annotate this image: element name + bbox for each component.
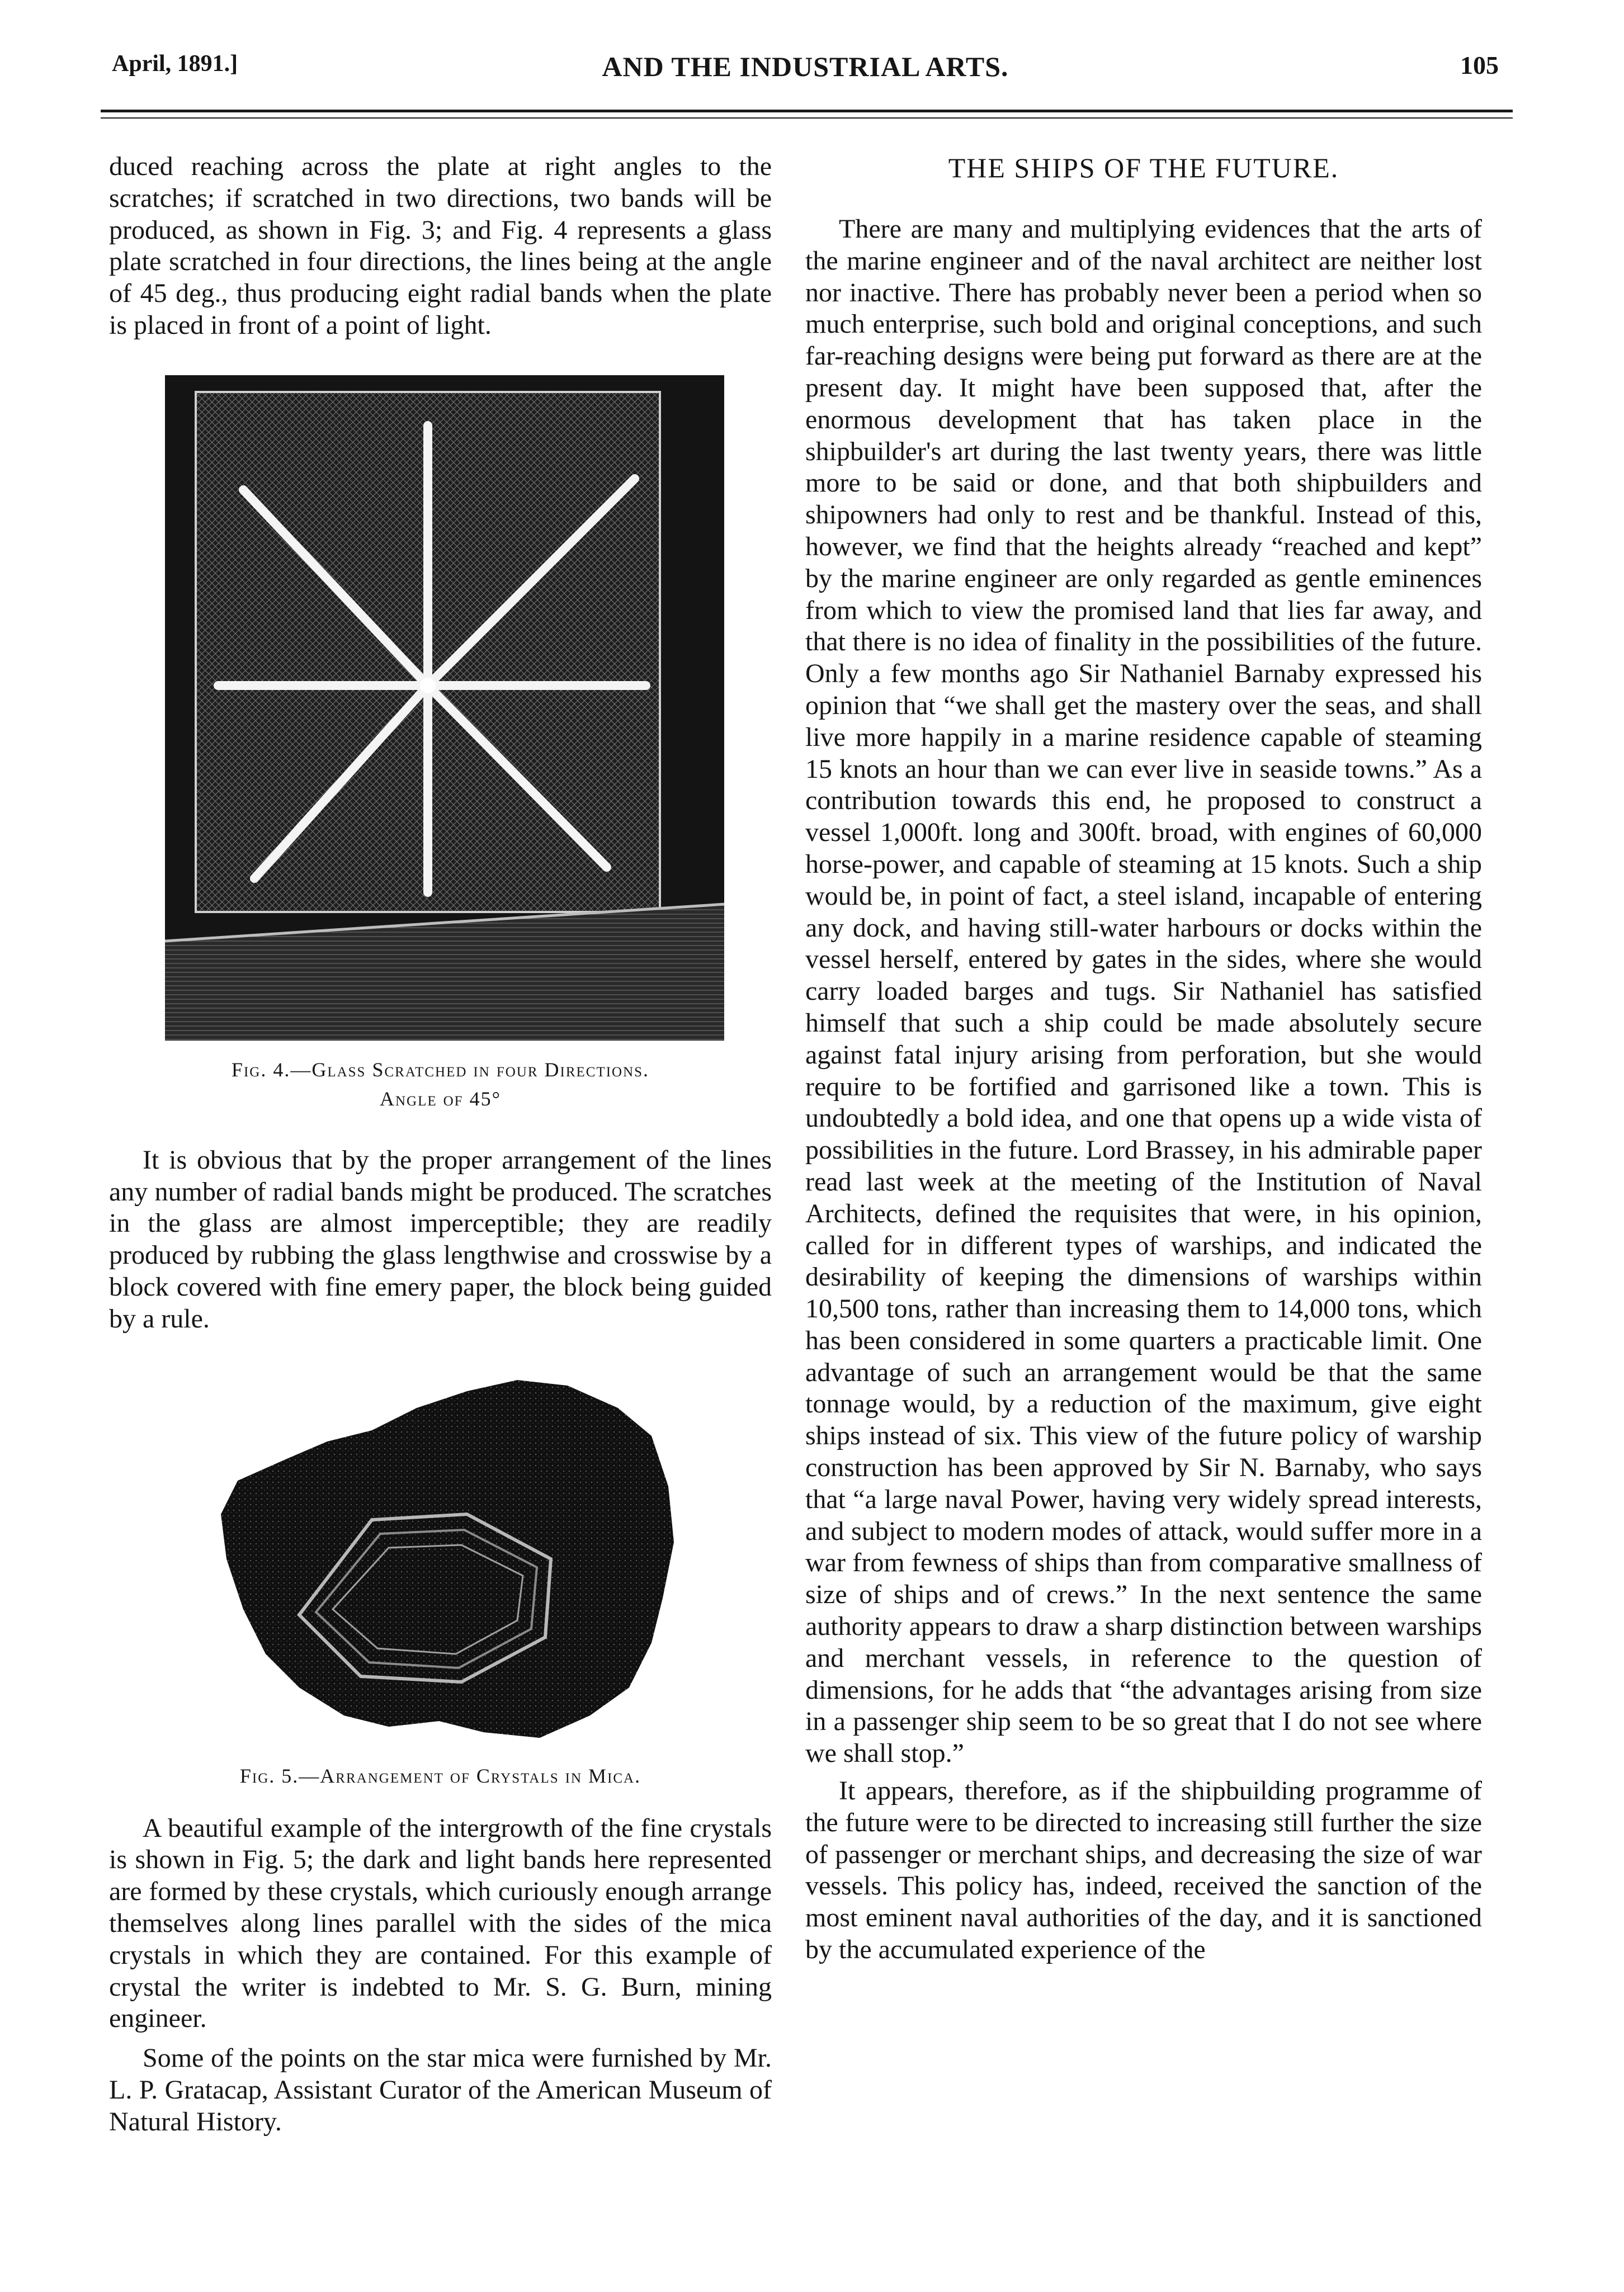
figure-4-caption [109,1055,772,1113]
header-rule-thin [101,117,1513,119]
figure-4-caption-line-1: Fig. 4.—Glass Scratched in four Directions. [231,1058,650,1081]
figure-5-mica-crystals [204,1374,685,1743]
figure-5-caption: Fig. 5.—Arrangement of Crystals in Mica. [239,1764,641,1787]
article-title: THE SHIPS OF THE FUTURE. [948,152,1339,183]
running-title: AND THE INDUSTRIAL ARTS. [602,51,1009,82]
page-number: 105 [1460,51,1499,79]
left-column [109,151,772,2138]
right-column [805,151,1482,1966]
mica-crystal-illustration [204,1374,685,1743]
issue-date: April, 1891.] [112,51,238,77]
left-paragraph-4: Some of the points on the star mica were furnished by Mr. L. P. Gratacap, Assistant Curator of the American Museum of Natural History. [109,2043,772,2137]
left-paragraph-2: It is obvious that by the proper arrangement of the lines any number of radial bands might be produced. The scratches in the glass are almost imperceptible; they are readily produced by rubbing the glass lengthwise and crosswise by a block covered with fine emery paper, the block being guided by a rule. [109,1145,772,1334]
left-paragraph-3: A beautiful example of the intergrowth of the fine crystals is shown in Fig. 5; the dark and light bands here represented are formed by these crystals, which curiously enough arrange themselves along lines parallel with the sides of the mica crystals in which they are contained. For this example of crystal the writer is indebted to Mr. S. G. Burn, mining engineer. [109,1813,772,2034]
figure-4-caption-line-2: Angle of 45° [379,1087,501,1110]
glass-plate-illustration [165,375,724,1041]
header-rule-thick [101,110,1513,112]
figure-4-glass-plate [165,375,724,1041]
right-paragraph-1: There are many and multiplying evidences that the arts of the marine engineer and of the naval architect are neither lost nor inactive. There has probably never been a period when so much enterprise, such bold and original conceptions, and such far-reaching designs were being put forward as there are at the present day. It might have been supposed that, after the enormous development that has taken place in the shipbuilder's art during the last twenty years, there was little more to be said or done, and that both shipbuilders and shipowners had only to rest and be thankful. Instead of this, however, we find that the heights already “reached and kept” by the marine engineer are only regarded as gentle eminences from which to view the promised land that lies far away, and that there is no idea of finality in the possibilities of the future. Only a few months ago Sir Nathaniel Barnaby expressed his opinion that “we shall get the mastery over the seas, and shall live more happily in a marine residence capable of steaming 15 knots an hour than we can ever live in seaside towns.” As a contribution towards this end, he proposed to construct a vessel 1,000ft. long and 300ft. broad, with engines of 60,000 horse-power, and capable of steaming at 15 knots. Such a ship would be, in point of fact, a steel island, incapable of entering any dock, and having still-water harbours or docks within the vessel herself, entered by gates in the sides, where she would carry loaded barges and tugs. Sir Nathaniel has satisfied himself that such a ship could be made absolutely secure against fatal injury arising from perforation, but she would require to be fortified and garrisoned like a town. This is undoubtedly a bold idea, and one that opens up a wide vista of possibilities in the future. Lord Brassey, in his admirable paper read last week at the meeting of the Institution of Naval Architects, defined the requisites that were, in his opinion, called for in different types of warships, and indicated the desirability of keeping the dimensions of warships within 10,500 tons, rather than increasing them to 14,000 tons, which has been considered in some quarters a practicable limit. One advantage of such an arrangement would be that the same tonnage would, by a reduction of the maximum, give eight ships instead of six. This view of the future policy of warship construction has been approved by Sir N. Barnaby, who says that “a large naval Power, having very widely spread interests, and subject to modern modes of attack, would suffer more in a war from fewness of ships than from comparative smallness of size of ships and of crews.” In the next sentence the same authority appears to draw a sharp distinction between warships and merchant vessels, in reference to the question of dimensions, for he adds that “the advantages arising from size in a passenger ship seem to be so great that I do not see where we shall stop.” [805,214,1482,1769]
left-paragraph-1: duced reaching across the plate at right angles to the scratches; if scratched in two directions, two bands will be produced, as shown in Fig. 3; and Fig. 4 represents a glass plate scratched in four directions, the lines being at the angle of 45 deg., thus producing eight radial bands when the plate is placed in front of a point of light. [109,152,772,340]
right-paragraph-2: It appears, therefore, as if the shipbuilding programme of the future were to be directed to increasing still further the size of passenger or merchant ships, and decreasing the size of war vessels. This policy has, indeed, received the sanction of the most eminent naval authorities of the day, and it is sanctioned by the accumulated experience of the [805,1776,1482,1965]
page-header [112,50,1499,95]
